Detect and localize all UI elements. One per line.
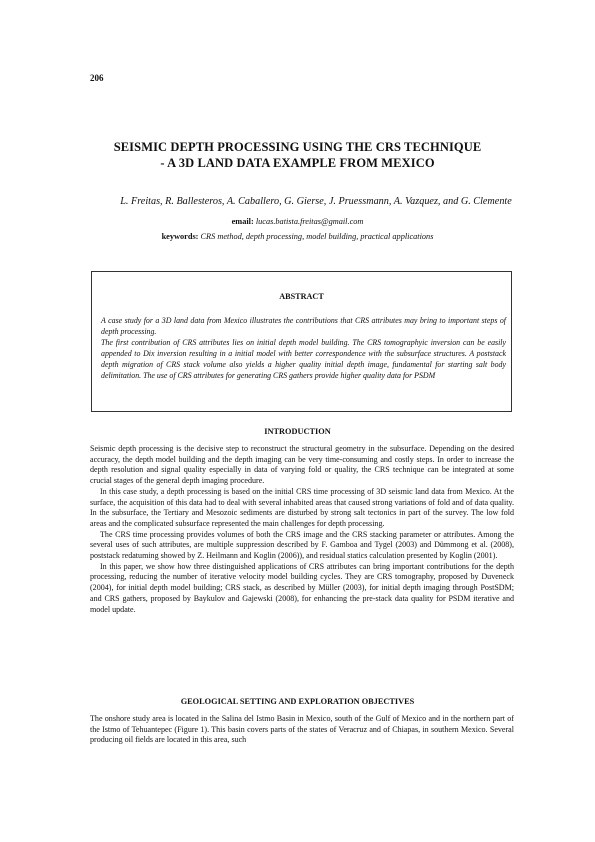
- title-line-2: - A 3D LAND DATA EXAMPLE FROM MEXICO: [160, 156, 435, 170]
- page-number: 206: [90, 73, 104, 83]
- abstract-paragraph: A case study for a 3D land data from Mexico illustrates the contributions that CRS attributes may bring to important steps of depth processing.: [101, 316, 506, 336]
- body-paragraph: In this case study, a depth processing is based on the initial CRS time processing of 3D seismic land data from Mexico. At the surface, the acquisition of this data had to deal with several inhabited areas that caused strong variations of fold and of data quality. In the subsurface, the Tertiary and Mesozoic sediments are disturbed by strong salt tectonics in part of the survey. The low fold areas and the complicated subsurface represented the main challenges for depth processing.: [90, 486, 514, 528]
- body-paragraph: In this paper, we show how three distinguished applications of CRS attributes can bring important contributions for the depth processing, reducing the number of iterative velocity model building cycles. They are CRS tomography, proposed by Duveneck (2004), for initial depth model building; CRS stack, as described by Müller (2003), for initial depth imaging through PostSDM; and CRS gathers, proposed by Baykulov and Gajewski (2008), for enhancing the pre-stack data quality for PSDM iterative and model update.: [90, 561, 514, 614]
- body-paragraph: The onshore study area is located in the Salina del Istmo Basin in Mexico, south of the Gulf of Mexico and in the northern part of the Istmo of Tehuantepec (Figure 1). This basin covers parts of the states of Veracruz and of Chiapas, in southern Mexico. Several producing oil fields are located in this area, such: [90, 714, 514, 745]
- geology-heading: GEOLOGICAL SETTING AND EXPLORATION OBJECTIVES: [180, 697, 415, 706]
- keywords-label: keywords:: [161, 232, 199, 241]
- abstract-heading: ABSTRACT: [279, 292, 324, 301]
- abstract-text: [101, 316, 506, 381]
- email-label: email:: [231, 217, 254, 226]
- title-line-1: SEISMIC DEPTH PROCESSING USING THE CRS TECHNIQUE: [113, 140, 482, 154]
- email-line: [0, 217, 595, 226]
- keywords-value: CRS method, depth processing, model building, practical applications: [200, 232, 434, 241]
- author-list: L. Freitas, R. Ballesteros, A. Caballero, G. Gierse, J. Pruessmann, A. Vazquez, and G. Clemente: [120, 196, 512, 207]
- abstract-box: [91, 271, 512, 412]
- paper-title: [60, 139, 535, 171]
- keywords-line: [0, 232, 595, 241]
- geology-body: [90, 714, 514, 746]
- email-address: lucas.batista.freitas@gmail.com: [255, 217, 364, 226]
- body-paragraph: The CRS time processing provides volumes of both the CRS image and the CRS stacking parameter or attributes. Among the several uses of such attributes, are multiple suppression described by F. Gamboa and Tygel (2003) and Dümmong et al. (2008), poststack redatuming showed by Z. Heilmann and Koglin (2006)), and residual statics calculation presented by Koglin (2001).: [90, 529, 514, 561]
- introduction-heading: INTRODUCTION: [264, 427, 331, 436]
- introduction-body: [90, 444, 514, 615]
- body-paragraph: Seismic depth processing is the decisive step to reconstruct the structural geometry in the subsurface. Depending on the desired accuracy, the depth model building and the depth imaging can be very time-consuming and costly steps. In order to increase the depth resolution and signal quality especially in data of varying fold or quality, the CRS technique can be integrated at some crucial stages of the general depth imaging procedure.: [90, 444, 514, 486]
- abstract-paragraph: The first contribution of CRS attributes lies on initial depth model building. The CRS tomographyic inversion can be easily appended to Dix inversion resulting in a initial model with better correspondence with the subsurface structures. A poststack depth migration of CRS stack volume also yields a higher quality initial depth image, fundamental for starting salt body delimitation. The use of CRS attributes for generating CRS gathers provide higher quality data for PSDM: [101, 337, 506, 380]
